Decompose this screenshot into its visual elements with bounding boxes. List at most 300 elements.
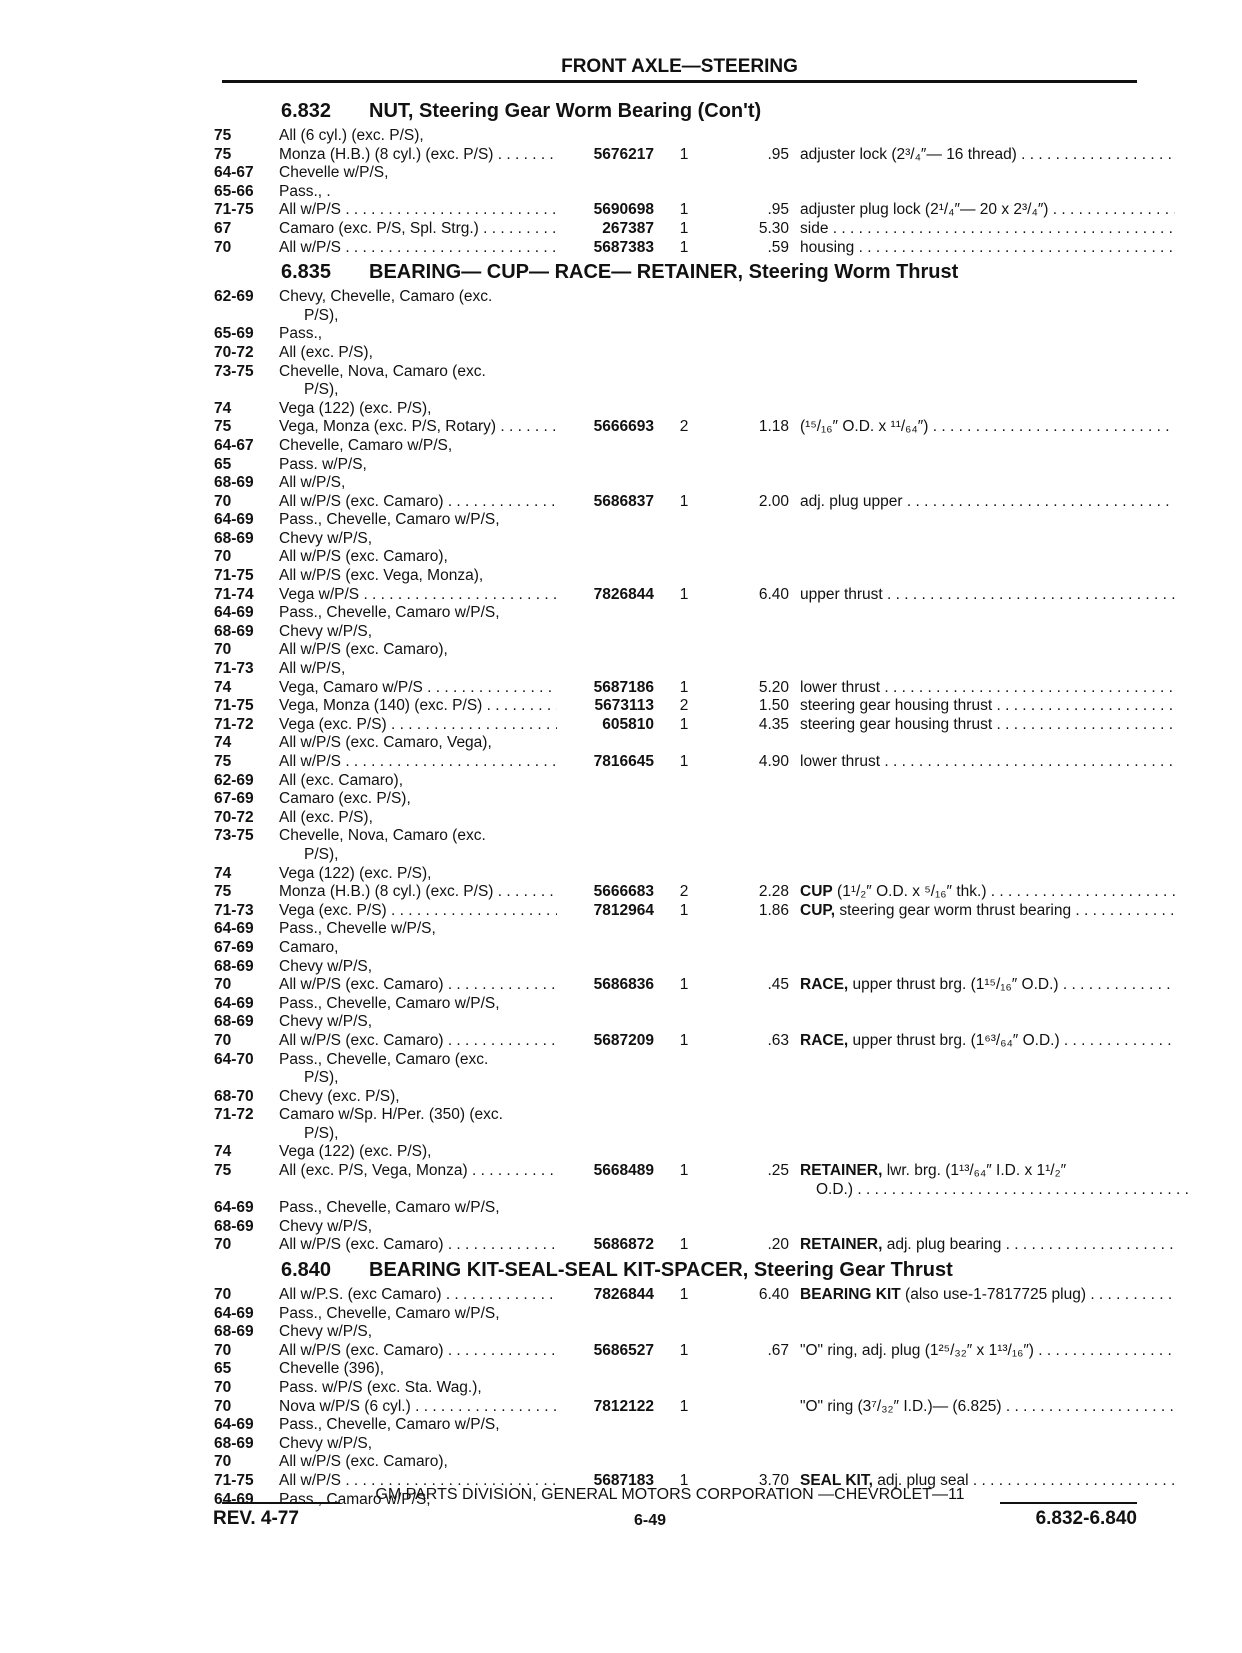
catalog-row bbox=[214, 548, 1164, 567]
application bbox=[279, 734, 557, 753]
price: .63 bbox=[767, 1031, 789, 1049]
model-years: 70 bbox=[214, 548, 232, 566]
description-text: steering gear worm thrust bearing bbox=[835, 901, 1072, 919]
quantity: 1 bbox=[679, 219, 689, 237]
application bbox=[279, 1143, 557, 1162]
application bbox=[279, 493, 557, 512]
catalog-row bbox=[214, 865, 1164, 884]
catalog-row bbox=[214, 127, 1164, 146]
application-text: Chevy w/P/S, bbox=[279, 622, 373, 640]
application bbox=[279, 716, 557, 735]
model-years: 68-69 bbox=[214, 957, 254, 975]
model-years: 70 bbox=[214, 492, 232, 510]
description bbox=[800, 1236, 1175, 1255]
application bbox=[279, 697, 557, 716]
price: 4.35 bbox=[758, 715, 789, 733]
model-years: 74 bbox=[214, 678, 232, 696]
quantity: 1 bbox=[679, 238, 689, 256]
part-number: 5666693 bbox=[593, 418, 654, 436]
catalog-row bbox=[214, 220, 1164, 239]
model-years: 70-72 bbox=[214, 343, 254, 361]
application-text: All w/P/S (exc. Camaro), bbox=[279, 641, 448, 659]
application-text: All w/P/S (exc. Camaro), bbox=[279, 548, 448, 566]
model-years: 75 bbox=[214, 1162, 232, 1180]
price: 6.40 bbox=[758, 585, 789, 603]
application-text: All w/P/S (exc. Camaro) bbox=[279, 1236, 444, 1254]
model-years: 71-73 bbox=[214, 901, 254, 919]
application bbox=[279, 567, 557, 586]
application bbox=[279, 1051, 557, 1070]
catalog-row bbox=[214, 586, 1164, 605]
application bbox=[279, 902, 557, 921]
application-text: All (exc. P/S, Vega, Monza) bbox=[279, 1162, 468, 1180]
catalog-row bbox=[214, 1013, 1164, 1032]
part-number: 5687209 bbox=[593, 1031, 654, 1049]
model-years: 62-69 bbox=[214, 288, 254, 306]
catalog-row bbox=[214, 790, 1164, 809]
application-text: Pass., Chevelle w/P/S, bbox=[279, 920, 436, 938]
catalog-row bbox=[214, 288, 1164, 307]
quantity: 1 bbox=[679, 1286, 689, 1304]
description-text: adj. plug seal bbox=[872, 1471, 969, 1489]
description-text: adjuster plug lock (2¹/₄″— 20 x 2³/₄″) bbox=[800, 201, 1049, 219]
description-text: upper thrust brg. (1¹⁵/₁₆″ O.D.) bbox=[848, 976, 1059, 994]
application bbox=[279, 1162, 557, 1181]
application-text: Vega (122) (exc. P/S), bbox=[279, 399, 432, 417]
quantity: 1 bbox=[679, 678, 689, 696]
description bbox=[800, 493, 1175, 512]
part-number: 5668489 bbox=[593, 1162, 654, 1180]
model-years: 71-75 bbox=[214, 1471, 254, 1489]
model-years: 74 bbox=[214, 399, 232, 417]
model-years: 68-69 bbox=[214, 474, 254, 492]
catalog-row bbox=[214, 939, 1164, 958]
application-text: Chevy w/P/S, bbox=[279, 1434, 373, 1452]
description-keyword: CUP bbox=[800, 883, 833, 901]
application bbox=[279, 418, 557, 437]
application-text: Camaro (exc. P/S, Spl. Strg.) bbox=[279, 219, 479, 237]
model-years: 70 bbox=[214, 1379, 232, 1396]
application bbox=[279, 1218, 557, 1237]
catalog-row bbox=[214, 1032, 1164, 1051]
application bbox=[279, 660, 557, 679]
application bbox=[304, 1125, 582, 1144]
quantity: 1 bbox=[679, 201, 689, 219]
model-years: 65 bbox=[214, 455, 232, 473]
application-text: Vega, Monza (exc. P/S, Rotary) bbox=[279, 418, 497, 436]
application bbox=[279, 437, 557, 456]
quantity: 2 bbox=[679, 418, 689, 436]
model-years: 65-66 bbox=[214, 182, 254, 200]
catalog-row bbox=[214, 363, 1164, 382]
description-text: (1¹/₂″ O.D. x ⁵/₁₆″ thk.) bbox=[832, 883, 987, 901]
catalog-row bbox=[214, 1323, 1164, 1342]
description-text: "O" ring, adj. plug (1²⁵/₃₂″ x 1¹³/₁₆″) bbox=[800, 1341, 1034, 1359]
application-text: Nova w/P/S (6 cyl.) bbox=[279, 1397, 411, 1415]
application bbox=[279, 548, 557, 567]
part-number: 5686872 bbox=[593, 1236, 654, 1254]
application bbox=[279, 400, 557, 419]
application-text: Vega w/P/S bbox=[279, 585, 360, 603]
part-number: 5687183 bbox=[593, 1471, 654, 1489]
application-text: Pass., . bbox=[279, 182, 331, 200]
application bbox=[279, 1379, 557, 1398]
model-years: 75 bbox=[214, 753, 232, 770]
application bbox=[279, 1199, 557, 1218]
application bbox=[279, 1342, 557, 1361]
catalog-row bbox=[214, 976, 1164, 995]
description bbox=[800, 716, 1175, 735]
footer-rule-left bbox=[222, 1502, 340, 1504]
footer-rule-right bbox=[1000, 1502, 1137, 1504]
catalog-row bbox=[214, 716, 1164, 735]
application bbox=[279, 809, 557, 828]
catalog-row bbox=[214, 325, 1164, 344]
catalog-row bbox=[214, 902, 1164, 921]
application-text: Chevy w/P/S, bbox=[279, 1217, 373, 1235]
model-years: 70 bbox=[214, 1341, 232, 1359]
application-text: All w/P/S bbox=[279, 753, 342, 770]
price: .95 bbox=[767, 201, 789, 219]
application-text: All (exc. Camaro), bbox=[279, 771, 404, 789]
model-years: 64-69 bbox=[214, 1304, 254, 1322]
catalog-row bbox=[214, 1106, 1164, 1125]
model-years: 74 bbox=[214, 734, 232, 752]
model-years: 75 bbox=[214, 418, 232, 436]
model-years: 71-72 bbox=[214, 715, 254, 733]
section-title: NUT, Steering Gear Worm Bearing (Con't) bbox=[369, 100, 762, 122]
catalog-row bbox=[214, 1305, 1164, 1324]
model-years: 64-69 bbox=[214, 1199, 254, 1217]
model-years: 64-69 bbox=[214, 511, 254, 529]
model-years: 71-74 bbox=[214, 585, 254, 603]
catalog-row bbox=[214, 1416, 1164, 1435]
description bbox=[800, 883, 1175, 902]
application-text: Pass. w/P/S, bbox=[279, 455, 367, 473]
model-years: 67-69 bbox=[214, 790, 254, 808]
quantity: 1 bbox=[679, 1162, 689, 1180]
model-years: 70 bbox=[214, 1397, 232, 1415]
application-text: Camaro (exc. P/S), bbox=[279, 790, 411, 808]
application-text: Pass., Chevelle, Camaro (exc. bbox=[279, 1050, 489, 1068]
description-text: side bbox=[800, 219, 829, 237]
model-years: 64-69 bbox=[214, 1490, 254, 1508]
quantity: 1 bbox=[679, 1341, 689, 1359]
part-number: 5673113 bbox=[594, 697, 654, 715]
description-text: "O" ring (3⁷/₃₂″ I.D.)— (6.825) bbox=[800, 1397, 1002, 1415]
price: .59 bbox=[767, 238, 789, 256]
model-years: 70 bbox=[214, 1031, 232, 1049]
section-heading bbox=[214, 96, 1164, 127]
application-text: All w/P/S (exc. Camaro) bbox=[279, 1031, 444, 1049]
model-years: 71-72 bbox=[214, 1106, 254, 1124]
quantity: 2 bbox=[679, 697, 689, 715]
section-number: 6.835 bbox=[281, 261, 332, 284]
model-years: 68-69 bbox=[214, 1217, 254, 1235]
application-text: P/S), bbox=[304, 381, 339, 399]
catalog-row bbox=[214, 604, 1164, 623]
application-text: All (exc. P/S), bbox=[279, 343, 373, 361]
catalog-row bbox=[214, 753, 1164, 772]
application-text: Vega, Monza (140) (exc. P/S) bbox=[279, 697, 483, 715]
catalog-row bbox=[214, 1398, 1164, 1417]
catalog-row bbox=[214, 183, 1164, 202]
model-years: 70 bbox=[214, 976, 232, 994]
section-title: BEARING— CUP— RACE— RETAINER, Steering Worm Thrust bbox=[369, 261, 959, 284]
quantity: 1 bbox=[679, 145, 689, 163]
application-text: Camaro, bbox=[279, 938, 339, 956]
application bbox=[279, 827, 557, 846]
catalog-row bbox=[214, 623, 1164, 642]
price: 2.28 bbox=[758, 883, 789, 901]
model-years: 65 bbox=[214, 1360, 232, 1378]
model-years: 75 bbox=[214, 883, 232, 901]
part-number: 5690698 bbox=[593, 201, 654, 219]
footer-page-number: 6-49 bbox=[633, 1512, 667, 1529]
catalog-row bbox=[214, 474, 1164, 493]
price: .67 bbox=[767, 1341, 789, 1359]
model-years: 64-67 bbox=[214, 164, 254, 182]
application-text: All w/P/S bbox=[279, 201, 342, 219]
part-number: 5686527 bbox=[593, 1341, 654, 1359]
catalog-row bbox=[214, 400, 1164, 419]
model-years: 74 bbox=[214, 864, 232, 882]
application bbox=[279, 239, 557, 258]
description bbox=[816, 1181, 1191, 1200]
part-number: 5666683 bbox=[593, 883, 654, 901]
application bbox=[279, 1360, 557, 1379]
section-heading bbox=[214, 257, 1164, 288]
catalog-row bbox=[214, 164, 1164, 183]
price: 4.90 bbox=[758, 753, 789, 770]
application bbox=[279, 865, 557, 884]
model-years: 75 bbox=[214, 127, 232, 144]
model-years: 64-69 bbox=[214, 604, 254, 622]
application bbox=[279, 363, 557, 382]
catalog-row bbox=[214, 511, 1164, 530]
model-years: 64-67 bbox=[214, 436, 254, 454]
application bbox=[279, 220, 557, 239]
model-years: 71-73 bbox=[214, 660, 254, 678]
description-text: housing bbox=[800, 238, 855, 256]
description-text: O.D.) bbox=[816, 1180, 854, 1198]
application bbox=[279, 641, 557, 660]
catalog-row bbox=[214, 734, 1164, 753]
description-text: lwr. brg. (1¹³/₆₄″ I.D. x 1¹/₂″ bbox=[882, 1162, 1067, 1180]
application-text: Pass., Chevelle, Camaro w/P/S, bbox=[279, 604, 500, 622]
description bbox=[800, 586, 1175, 605]
catalog-row bbox=[214, 1051, 1164, 1070]
part-number: 7812122 bbox=[593, 1397, 654, 1415]
section-number: 6.840 bbox=[281, 1259, 332, 1282]
description bbox=[800, 679, 1175, 698]
application bbox=[279, 1013, 557, 1032]
model-years: 70 bbox=[214, 1236, 232, 1254]
application bbox=[279, 127, 557, 146]
application bbox=[279, 790, 557, 809]
description bbox=[800, 239, 1175, 258]
description bbox=[800, 753, 1175, 772]
part-number: 7812964 bbox=[593, 901, 654, 919]
application bbox=[304, 1069, 582, 1088]
catalog-row bbox=[214, 846, 1164, 865]
application-text: All w/P.S. (exc Camaro) bbox=[279, 1286, 442, 1304]
quantity: 1 bbox=[679, 715, 689, 733]
application bbox=[279, 1323, 557, 1342]
application bbox=[279, 604, 557, 623]
price: 1.50 bbox=[758, 697, 789, 715]
part-number: 5686837 bbox=[593, 492, 654, 510]
application-text: Chevy w/P/S, bbox=[279, 1013, 373, 1031]
quantity: 1 bbox=[679, 1031, 689, 1049]
catalog-row bbox=[214, 1199, 1164, 1218]
price: 5.30 bbox=[758, 219, 789, 237]
application-text: Chevelle, Nova, Camaro (exc. bbox=[279, 362, 486, 380]
model-years: 65-69 bbox=[214, 325, 254, 343]
application-text: Chevy, Chevelle, Camaro (exc. bbox=[279, 288, 493, 306]
description bbox=[800, 1342, 1175, 1361]
description-text: upper thrust bbox=[800, 585, 883, 603]
catalog-row bbox=[214, 239, 1164, 258]
application bbox=[279, 1236, 557, 1255]
catalog-row bbox=[214, 567, 1164, 586]
part-number: 5676217 bbox=[593, 145, 654, 163]
model-years: 71-75 bbox=[214, 567, 254, 585]
application bbox=[279, 586, 557, 605]
application bbox=[279, 1416, 557, 1435]
description-text: adj. plug upper bbox=[800, 492, 903, 510]
application-text: Camaro w/Sp. H/Per. (350) (exc. bbox=[279, 1106, 503, 1124]
catalog-row bbox=[214, 493, 1164, 512]
application-text: Pass., bbox=[279, 325, 323, 343]
description-text: steering gear housing thrust bbox=[800, 697, 993, 715]
footer-section-range: 6.832-6.840 bbox=[1035, 1508, 1137, 1529]
application-text: All w/P/S (exc. Camaro, Vega), bbox=[279, 734, 492, 752]
application bbox=[279, 1088, 557, 1107]
catalog-row bbox=[214, 1218, 1164, 1237]
catalog-row bbox=[214, 344, 1164, 363]
model-years: 73-75 bbox=[214, 827, 254, 845]
part-number: 5686836 bbox=[593, 976, 654, 994]
application-text: All w/P/S (exc. Camaro) bbox=[279, 1341, 444, 1359]
application-text: P/S), bbox=[304, 1124, 339, 1142]
quantity: 2 bbox=[679, 883, 689, 901]
application bbox=[279, 146, 557, 165]
description-keyword: RACE, bbox=[800, 1031, 849, 1049]
catalog-row bbox=[214, 1162, 1164, 1181]
application-text: Pass., Chevelle, Camaro w/P/S, bbox=[279, 1304, 500, 1322]
application bbox=[279, 344, 557, 363]
catalog-row bbox=[214, 1125, 1164, 1144]
part-number: 5687383 bbox=[593, 238, 654, 256]
parts-catalog-body bbox=[214, 96, 1164, 1509]
description-text: lower thrust bbox=[800, 753, 881, 770]
description-keyword: SEAL KIT, bbox=[800, 1471, 873, 1489]
description-text: adjuster lock (2³/₄″— 16 thread) bbox=[800, 145, 1017, 163]
application-text: Chevy (exc. P/S), bbox=[279, 1087, 400, 1105]
quantity: 1 bbox=[679, 901, 689, 919]
section-number: 6.832 bbox=[281, 100, 332, 122]
catalog-row bbox=[214, 641, 1164, 660]
page-title: FRONT AXLE—STEERING bbox=[561, 56, 798, 77]
catalog-row bbox=[214, 437, 1164, 456]
application-text: Chevelle, Nova, Camaro (exc. bbox=[279, 827, 486, 845]
application-text: P/S), bbox=[304, 1069, 339, 1087]
application-text: Chevelle w/P/S, bbox=[279, 164, 389, 182]
application-text: Pass., Camaro w/P/S, bbox=[279, 1490, 431, 1508]
price: 6.40 bbox=[758, 1286, 789, 1304]
part-number: 5687186 bbox=[593, 678, 654, 696]
application-text: All (6 cyl.) (exc. P/S), bbox=[279, 127, 424, 144]
application-text: All w/P/S (exc. Camaro) bbox=[279, 492, 444, 510]
application bbox=[279, 976, 557, 995]
model-years: 70 bbox=[214, 238, 232, 256]
application-text: All (exc. P/S), bbox=[279, 808, 373, 826]
catalog-row bbox=[214, 381, 1164, 400]
description-text: steering gear housing thrust bbox=[800, 715, 993, 733]
application bbox=[279, 753, 557, 772]
catalog-row bbox=[214, 660, 1164, 679]
header-rule bbox=[222, 80, 1137, 83]
description-text: adj. plug bearing bbox=[882, 1236, 1002, 1254]
catalog-row bbox=[214, 146, 1164, 165]
application-text: Vega, Camaro w/P/S bbox=[279, 678, 423, 696]
application bbox=[279, 1305, 557, 1324]
model-years: 68-69 bbox=[214, 622, 254, 640]
quantity: 1 bbox=[679, 492, 689, 510]
application bbox=[279, 288, 557, 307]
description bbox=[800, 220, 1175, 239]
description bbox=[800, 902, 1175, 921]
quantity: 1 bbox=[679, 1397, 689, 1415]
application-text: Vega (122) (exc. P/S), bbox=[279, 1143, 432, 1161]
description-text: upper thrust brg. (1⁶³/₆₄″ O.D.) bbox=[848, 1031, 1060, 1049]
catalog-row bbox=[214, 827, 1164, 846]
application-text: All w/P/S bbox=[279, 238, 342, 256]
description bbox=[800, 697, 1175, 716]
catalog-row bbox=[214, 1435, 1164, 1454]
footer-revision: REV. 4-77 bbox=[213, 1508, 299, 1529]
section-heading bbox=[214, 1255, 1164, 1286]
catalog-row bbox=[214, 1453, 1164, 1472]
description bbox=[800, 1032, 1175, 1051]
catalog-row bbox=[214, 679, 1164, 698]
model-years: 67-69 bbox=[214, 938, 254, 956]
application-text: All w/P/S bbox=[279, 1471, 342, 1489]
application-text: All w/P/S, bbox=[279, 474, 346, 492]
model-years: 68-70 bbox=[214, 1087, 254, 1105]
description bbox=[800, 1286, 1175, 1305]
part-number: 7826844 bbox=[593, 1286, 654, 1304]
model-years: 70 bbox=[214, 1453, 232, 1471]
catalog-row bbox=[214, 1088, 1164, 1107]
application bbox=[279, 1106, 557, 1125]
application bbox=[279, 201, 557, 220]
quantity: 1 bbox=[679, 1471, 689, 1489]
catalog-row bbox=[214, 418, 1164, 437]
application bbox=[279, 1453, 557, 1472]
description-text: (also use-1-7817725 plug) bbox=[900, 1286, 1087, 1304]
application-text: Monza (H.B.) (8 cyl.) (exc. P/S) bbox=[279, 145, 494, 163]
catalog-row bbox=[214, 201, 1164, 220]
description bbox=[800, 976, 1175, 995]
model-years: 70 bbox=[214, 641, 232, 659]
price: .25 bbox=[767, 1162, 789, 1180]
part-number: 7826844 bbox=[593, 585, 654, 603]
description-keyword: RACE, bbox=[800, 976, 849, 994]
catalog-row bbox=[214, 883, 1164, 902]
price: .45 bbox=[767, 976, 789, 994]
